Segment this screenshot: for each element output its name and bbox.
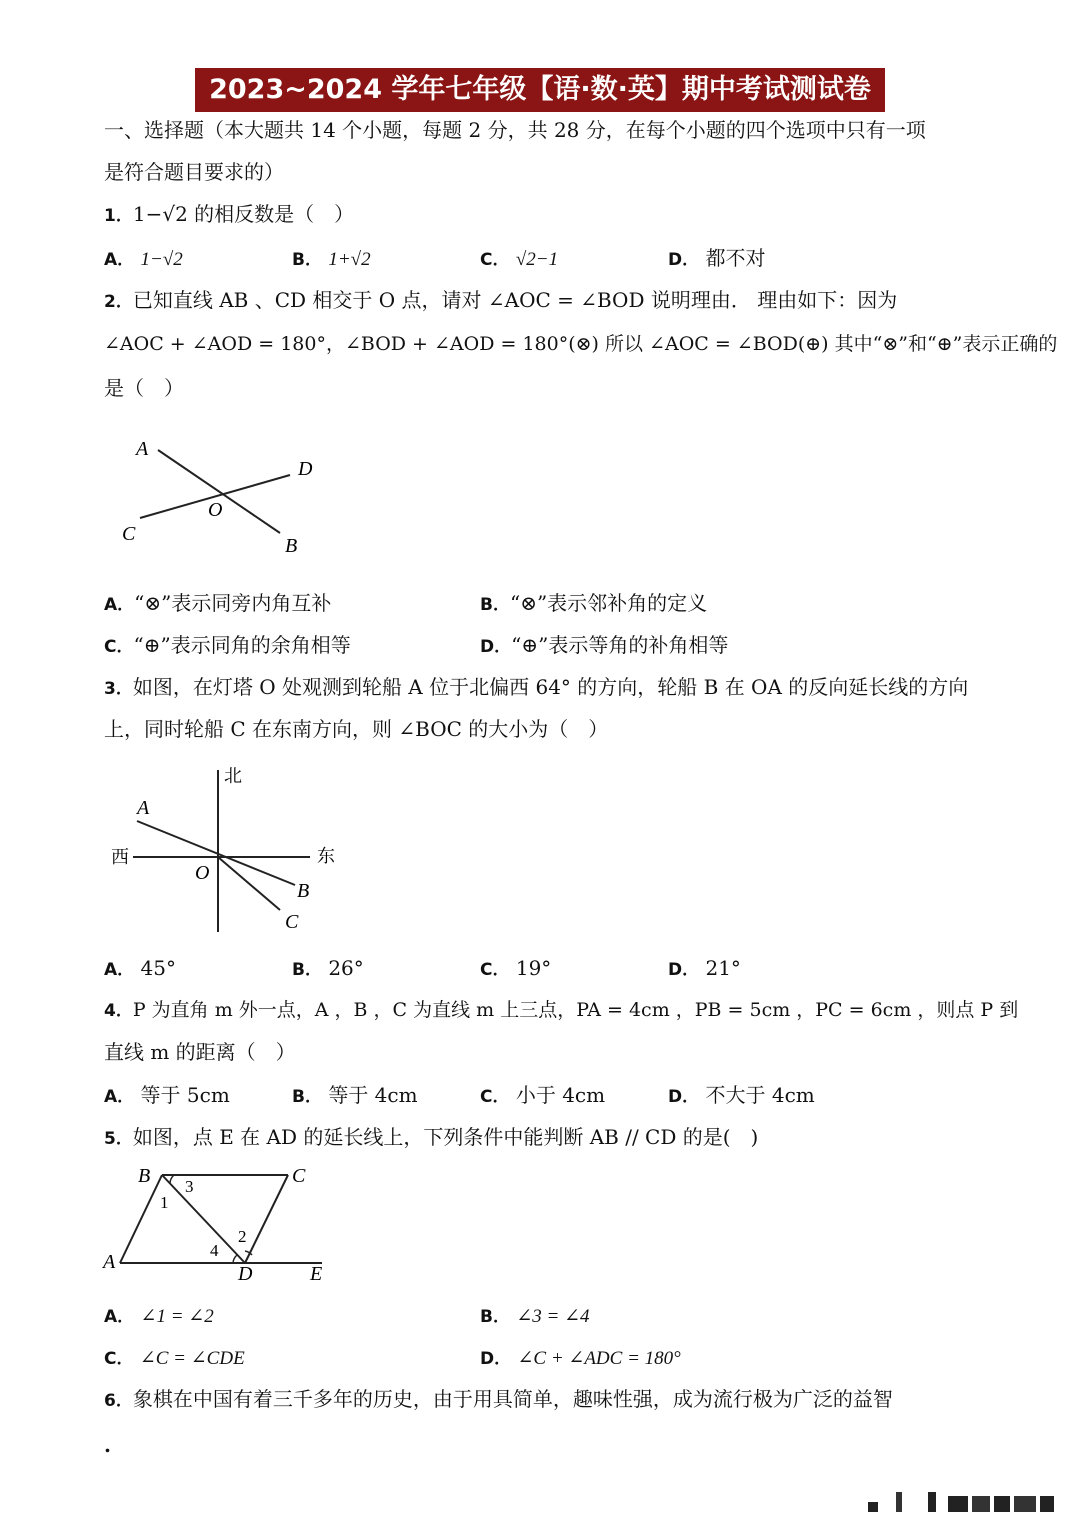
label-b: B — [297, 880, 310, 902]
q5-option-a[interactable]: A． ∠1 = ∠2 — [104, 1306, 214, 1327]
q1-text: 1−√2 的相反数是（ ） — [132, 202, 355, 226]
q4-stem-line1: 4．P 为直角 m 外一点，A ，B ，C 为直线 m 上三点，PA = 4cm ，PB = 5cm ，PC = 6cm ，则点 P 到 — [104, 999, 1019, 1021]
q2-option-a[interactable]: A．“⊗”表示同旁内角互补 — [104, 591, 332, 615]
angle-arc-d — [233, 1255, 237, 1263]
label-a: A — [137, 797, 150, 819]
q2-number: 2． — [104, 292, 133, 312]
label-e: E — [310, 1263, 323, 1285]
q5-stem: 5．如图，点 E 在 AD 的延长线上，下列条件中能判断 AB // CD 的是( ) — [104, 1125, 759, 1149]
q1-number: 1． — [104, 206, 133, 226]
segment-ab — [120, 1175, 162, 1263]
exam-title: 2023~2024 学年七年级【语·数·英】期中考试测试卷 — [195, 68, 885, 112]
q3-compass-figure — [105, 760, 355, 940]
q6-number: 6． — [104, 1391, 133, 1411]
q3-option-a[interactable]: A． 45° — [104, 956, 176, 980]
label-north: 北 — [224, 766, 242, 786]
q5-parallelogram-figure — [100, 1160, 340, 1290]
q2-option-b[interactable]: B．“⊗”表示邻补角的定义 — [480, 591, 708, 615]
label-d: D — [298, 458, 313, 480]
label-east: 东 — [317, 846, 335, 866]
q5-number: 5． — [104, 1129, 133, 1149]
q2-option-d[interactable]: D．“⊕”表示等角的补角相等 — [480, 633, 729, 657]
label-b: B — [138, 1165, 151, 1187]
q3-option-b[interactable]: B． 26° — [292, 956, 364, 980]
q3-option-c[interactable]: C． 19° — [480, 956, 552, 980]
label-b: B — [285, 535, 298, 557]
q3-option-d[interactable]: D． 21° — [668, 956, 741, 980]
q2-stem-line2: ∠AOC + ∠AOD = 180°，∠BOD + ∠AOD = 180°(⊗) 所以 ∠AOC = ∠BOD(⊕) 其中“⊗”和“⊕”表示正确的 — [104, 333, 1058, 355]
label-angle-2: 2 — [238, 1227, 247, 1246]
q4-option-c[interactable]: C． 小于 4cm — [480, 1083, 606, 1107]
q3-stem-line1: 3．如图，在灯塔 O 处观测到轮船 A 位于北偏西 64° 的方向，轮船 B 在 OA 的反向延长线的方向 — [104, 675, 969, 699]
q1-option-b[interactable]: B． 1+√2 — [292, 249, 371, 270]
segment-bd — [162, 1175, 245, 1263]
ray-a-b — [137, 821, 295, 885]
label-a: A — [103, 1251, 116, 1273]
q2-option-c[interactable]: C．“⊕”表示同角的余角相等 — [104, 633, 351, 657]
label-c: C — [122, 523, 136, 545]
q4-option-b[interactable]: B． 等于 4cm — [292, 1083, 418, 1107]
q3-number: 3． — [104, 679, 133, 699]
section-heading-line2: 是符合题目要求的） — [104, 160, 284, 184]
segment-cd — [245, 1175, 288, 1263]
q3-stem-line2: 上，同时轮船 C 在东南方向，则 ∠BOC 的大小为（ ） — [104, 717, 609, 741]
label-angle-3: 3 — [185, 1177, 194, 1196]
q6-stem-line1: 6．象棋在中国有着三千多年的历史，由于用具简单，趣味性强，成为流行极为广泛的益智 — [104, 1387, 893, 1411]
q1-stem — [104, 201, 354, 229]
angle-arc-b — [170, 1175, 174, 1183]
page-scroll-indicator — [868, 1490, 1058, 1516]
q1-option-d[interactable]: D． 都不对 — [668, 246, 766, 270]
q5-option-c[interactable]: C． ∠C = ∠CDE — [104, 1348, 245, 1369]
label-angle-4: 4 — [210, 1241, 219, 1260]
label-o: O — [195, 862, 210, 884]
q5-option-b[interactable]: B． ∠3 = ∠4 — [480, 1306, 590, 1327]
q2-stem-line1: 2．已知直线 AB 、CD 相交于 O 点，请对 ∠AOC = ∠BOD 说明理由． 理由如下：因为 — [104, 288, 898, 312]
label-a: A — [136, 438, 149, 460]
q2-stem-line3: 是（ ） — [104, 376, 184, 400]
label-o: O — [208, 499, 223, 521]
q4-number: 4． — [104, 1001, 133, 1021]
q2-intersecting-lines-figure — [110, 430, 350, 570]
q5-option-d[interactable]: D． ∠C + ∠ADC = 180° — [480, 1348, 681, 1369]
label-west: 西 — [111, 847, 129, 867]
ray-oc — [218, 857, 280, 910]
label-angle-1: 1 — [160, 1193, 169, 1212]
q6-stem-line2: . — [104, 1433, 111, 1457]
q4-stem-line2: 直线 m 的距离（ ） — [104, 1040, 296, 1064]
q4-option-a[interactable]: A． 等于 5cm — [104, 1083, 230, 1107]
section-heading-line1: 一、选择题（本大题共 14 个小题，每题 2 分，共 28 分，在每个小题的四个选项中只有一项 — [104, 118, 926, 142]
q1-option-c[interactable]: C． √2−1 — [480, 249, 559, 270]
label-c: C — [292, 1165, 306, 1187]
label-d: D — [238, 1263, 253, 1285]
label-c: C — [285, 911, 299, 933]
q1-option-a[interactable]: A． 1−√2 — [104, 249, 183, 270]
q4-option-d[interactable]: D． 不大于 4cm — [668, 1083, 815, 1107]
